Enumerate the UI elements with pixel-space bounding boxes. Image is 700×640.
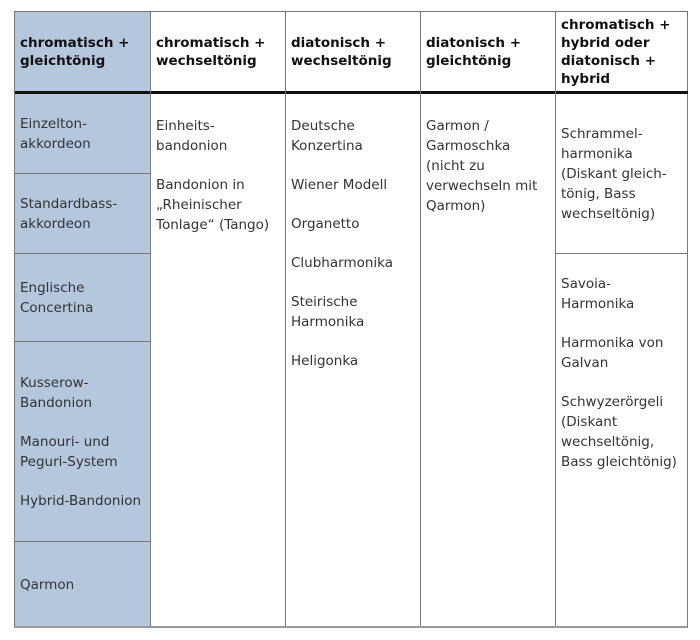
cell-entry: Deutsche Konzertina [291, 118, 363, 154]
cell-entry: Hybrid-Bandonion [20, 492, 142, 509]
cell-entry: Savoia-Harmonika [561, 276, 635, 312]
cell-entry: Einzelton-akkordeon [20, 115, 91, 152]
cell-entry: Clubharmonika [291, 255, 394, 271]
cell-entry: Wiener Modell [291, 177, 388, 193]
column-header: chromatisch + gleichtönig [20, 35, 130, 69]
cell-entry: Qarmon [20, 576, 75, 593]
table-cell [15, 341, 150, 541]
cell-entry: Schrammel-harmonika (Diskant gleich-tönig, Bass wechseltönig) [561, 125, 667, 222]
column-chromatic-bisonoric [150, 12, 285, 626]
cell-entry: Steirische Harmonika [291, 294, 365, 330]
table-cell [286, 94, 420, 626]
table-cell [15, 173, 150, 253]
cell-entry: Harmonika von Galvan [561, 335, 664, 371]
column-header: diatonisch + gleichtönig [426, 35, 522, 69]
accordion-classification-table [14, 11, 688, 628]
table-cell [556, 94, 688, 253]
table-cell [421, 94, 555, 626]
cell-entry: Organetto [291, 216, 360, 232]
table-cell [15, 253, 150, 341]
table-cell [151, 94, 285, 626]
cell-entry: Bandonion in „Rheinischer Tonlage“ (Tango) [156, 177, 270, 233]
cell-entry: Schwyzerörgeli (Diskant wechseltönig, Bass gleichtönig) [561, 394, 677, 470]
cell-entry: Englische Concertina [20, 279, 94, 316]
cell-entry: Standardbass-akkordeon [20, 195, 118, 232]
column-header: chromatisch + wechseltönig [156, 35, 266, 69]
column-diatonic-unisonoric [420, 12, 555, 626]
column-diatonic-bisonoric [285, 12, 420, 626]
table-cell [556, 253, 688, 627]
table-cell [15, 541, 150, 627]
cell-entry: Kusserow-Bandonion [20, 374, 93, 411]
cell-entry: Heligonka [291, 353, 359, 369]
column-header: chromatisch + hybrid oder diatonisch + hybrid [561, 17, 671, 87]
column-chromatic-unisonoric [15, 12, 150, 626]
column-hybrid [555, 12, 688, 626]
cell-entry: Einheits-bandonion [156, 118, 228, 154]
cell-entry: Garmon / Garmoschka (nicht zu verwechseln mit Qarmon) [426, 118, 538, 214]
column-header: diatonisch + wechseltönig [291, 35, 392, 69]
cell-entry: Manouri- und Peguri-System [20, 433, 118, 470]
table-cell [15, 94, 150, 173]
